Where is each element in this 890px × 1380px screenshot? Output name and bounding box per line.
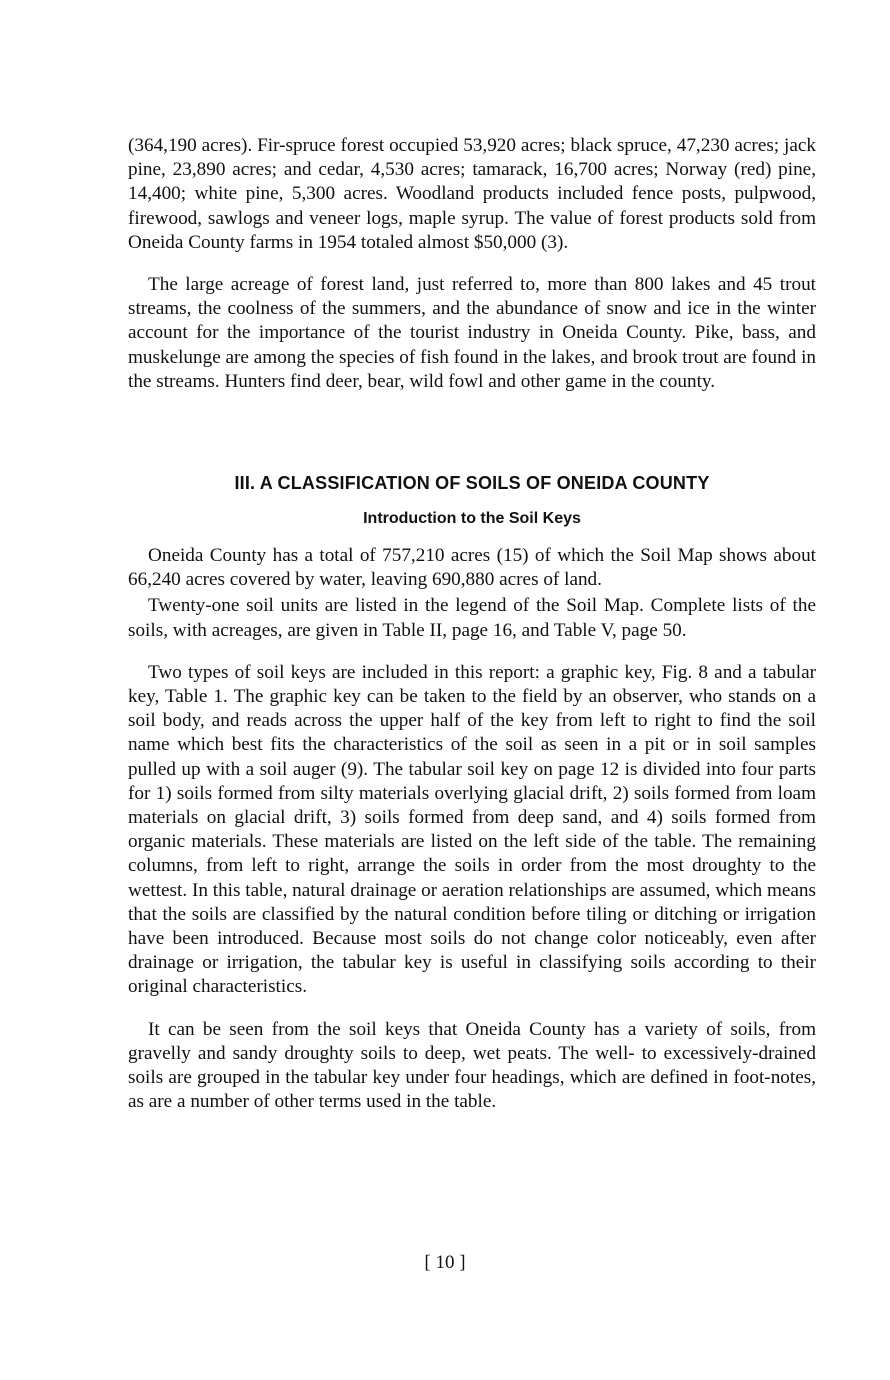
- paragraph-county-acreage: Oneida County has a total of 757,210 acres (15) of which the Soil Map shows about 66,240 acres covered by water, leaving 690,880 acres of land.: [128, 545, 816, 591]
- section-title: III. A CLASSIFICATION OF SOILS OF ONEIDA COUNTY: [234, 473, 710, 494]
- paragraph-forest-acreage: (364,190 acres). Fir-spruce forest occupied 53,920 acres; black spruce, 47,230 acres; jack pine, 23,890 acres; and cedar, 4,530 acres; tamarack, 16,700 acres; Norway (red) pine, 14,400; white pine, 5,300 acres. Woodland products included fence posts, pulpwood, firewood, sawlogs and veneer logs, maple syrup. The value of forest products sold from Oneida County farms in 1954 totaled almost $50,000 (3).: [128, 135, 816, 253]
- page-number: [ 10 ]: [424, 1252, 466, 1273]
- subsection-title: Introduction to the Soil Keys: [363, 510, 581, 528]
- paragraph-soil-variety: It can be seen from the soil keys that Oneida County has a variety of soils, from gravelly and sandy droughty soils to deep, wet peats. The well- to excessively-drained soils are grouped in the tabular key under four headings, which are defined in foot-notes, as are a number of other terms used in the table.: [128, 1018, 816, 1113]
- paragraph-tourism: The large acreage of forest land, just referred to, more than 800 lakes and 45 trout streams, the coolness of the summers, and the abundance of snow and ice in the winter account for the importance of the tourist industry in Oneida County. Pike, bass, and muskelunge are among the species of fish found in the lakes, and brook trout are found in the streams. Hunters find deer, bear, wild fowl and other game in the county.: [128, 274, 816, 392]
- paragraph-soil-keys: Two types of soil keys are included in this report: a graphic key, Fig. 8 and a tabular key, Table 1. The graphic key can be taken to the field by an observer, who stands on a soil body, and reads across the upper half of the key from left to right to find the soil name which best fits the characteristics of the soil as seen in a pit or in soil samples pulled up with a soil auger (9). The tabular soil key on page 12 is divided into four parts for 1) soils formed from silty materials overlying glacial drift, 2) soils formed from loam materials on glacial drift, 3) soils formed from deep sand, and 4) soils formed from organic materials. These materials are listed on the left side of the table. The remaining columns, from left to right, arrange the soils in order from the most droughty to the wettest. In this table, natural drainage or aeration relationships are assumed, which means that the soils are classified by the natural condition before tiling or ditching or irrigation have been introduced. Because most soils do not change color noticeably, even after drainage or irrigation, the tabular key is useful in classifying soils according to their original characteristics.: [128, 661, 816, 998]
- paragraph-soil-units: Twenty-one soil units are listed in the legend of the Soil Map. Complete lists of the soils, with acreages, are given in Table II, page 16, and Table V, page 50.: [128, 595, 816, 641]
- page-content: [128, 134, 816, 1115]
